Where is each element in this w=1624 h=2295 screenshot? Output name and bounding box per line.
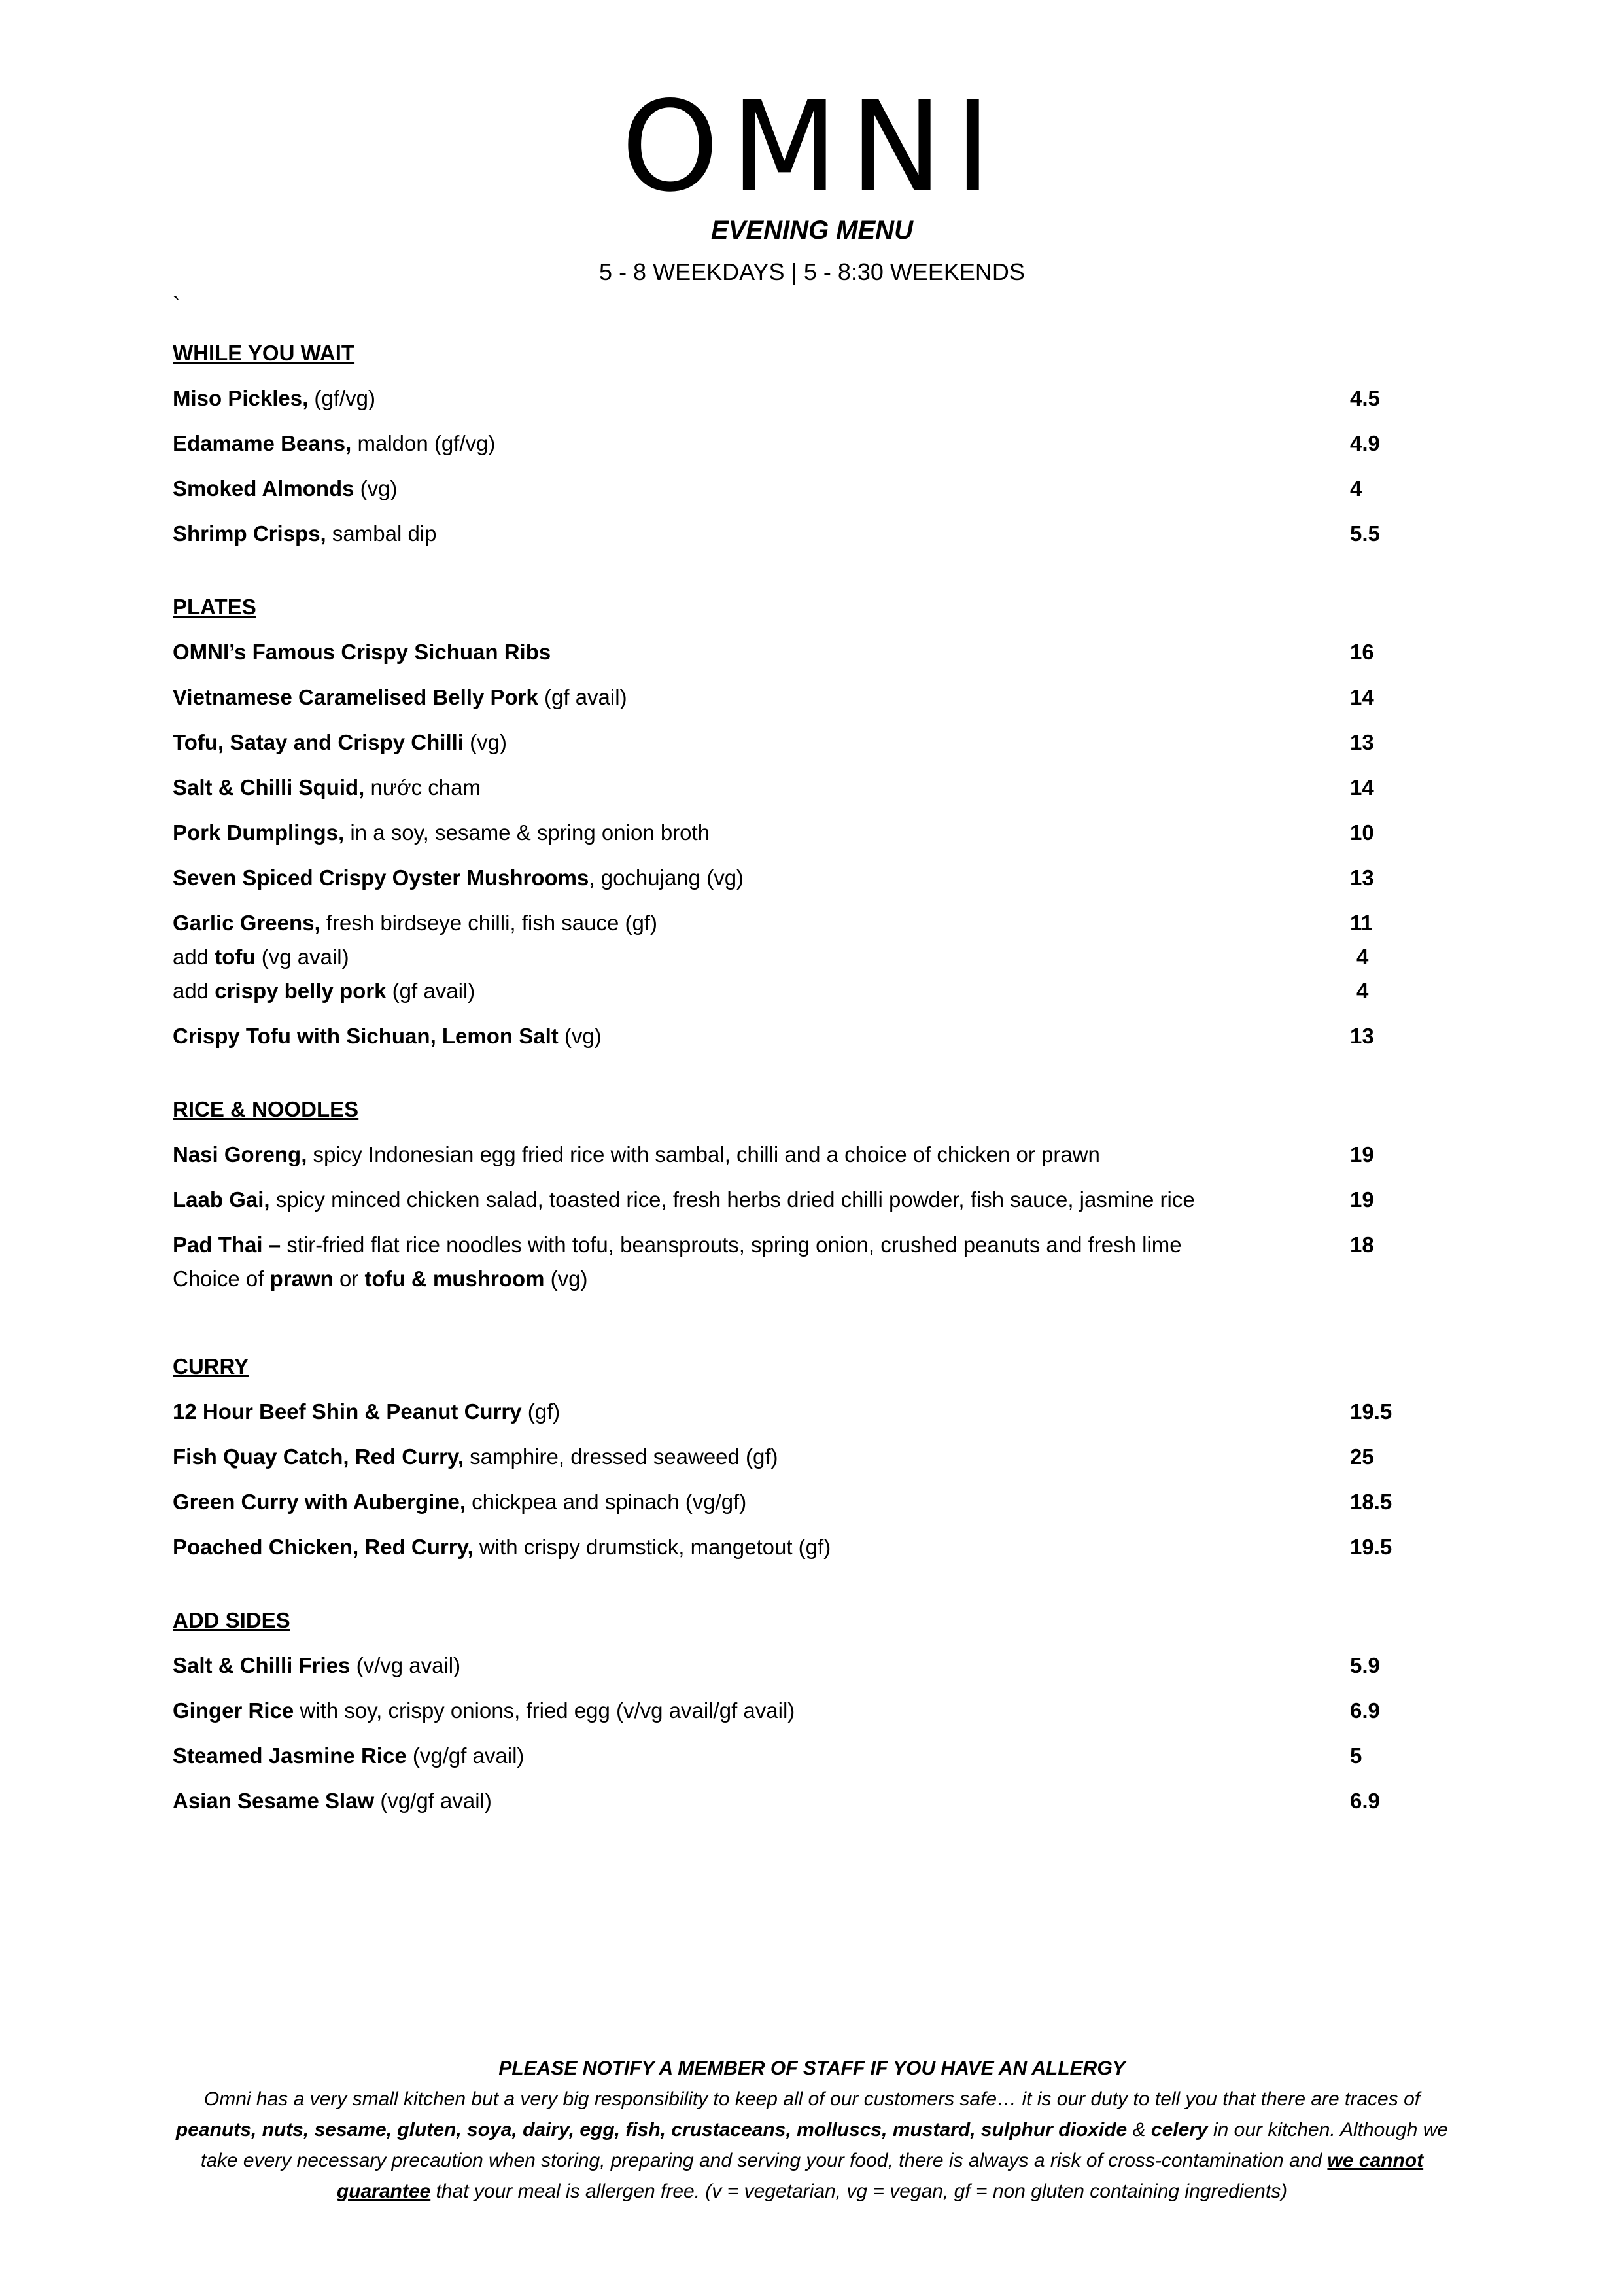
item-name: Tofu, Satay and Crispy Chilli <box>173 730 464 754</box>
allergy-emphasis: we cannot guarantee <box>336 2150 1424 2202</box>
addon-desc: (vg avail) <box>255 945 349 969</box>
section-plates <box>173 593 1415 1051</box>
item-name: Poached Chicken, Red Curry, <box>173 1535 474 1559</box>
item-name: Laab Gai, <box>173 1187 270 1212</box>
item-name: Salt & Chilli Fries <box>173 1653 351 1677</box>
item-price: 13 <box>1350 730 1374 754</box>
item-price: 13 <box>1350 866 1374 890</box>
addon-prefix: add <box>173 979 215 1003</box>
item-name: Edamame Beans, <box>173 431 352 455</box>
stray-mark: ` <box>173 293 181 318</box>
choice-option-prawn: prawn <box>269 1267 334 1291</box>
addon-name: tofu <box>215 945 256 969</box>
item-desc: (vg) <box>463 730 507 754</box>
item-name: Crispy Tofu with Sichuan, Lemon Salt <box>173 1024 559 1048</box>
menu-item <box>173 1742 1415 1770</box>
item-desc: (gf/vg) <box>308 386 375 410</box>
item-price: 19.5 <box>1350 1535 1392 1559</box>
item-price: 19 <box>1350 1142 1374 1166</box>
menu-item <box>173 384 1415 413</box>
addon-desc: (gf avail) <box>386 979 475 1003</box>
menu-item <box>173 429 1415 458</box>
item-price: 5.9 <box>1350 1653 1380 1677</box>
menu-item <box>173 1185 1415 1214</box>
item-price: 18.5 <box>1350 1490 1392 1514</box>
menu-item <box>173 683 1415 712</box>
menu-item <box>173 638 1415 667</box>
item-name: Steamed Jasmine Rice <box>173 1743 407 1768</box>
item-name: Nasi Goreng, <box>173 1142 307 1166</box>
addon-price: 4 <box>1356 979 1369 1003</box>
addon-price: 4 <box>1356 945 1369 969</box>
item-desc: with crispy drumstick, mangetout (gf) <box>473 1535 831 1559</box>
choice-option-tofu: tofu & mushroom <box>364 1267 545 1291</box>
item-price: 4.5 <box>1350 386 1380 410</box>
item-price: 11 <box>1350 911 1373 935</box>
allergy-text-part: Omni has a very small kitchen but a very big responsibility to keep all of our customers safe… it is our duty to tell you that there are traces of <box>203 2088 1421 2110</box>
item-name: Shrimp Crisps, <box>173 521 326 546</box>
item-desc: (vg) <box>558 1024 602 1048</box>
addon-name: crispy belly pork <box>215 979 387 1003</box>
item-price: 6.9 <box>1350 1789 1380 1813</box>
item-price: 4 <box>1350 476 1362 500</box>
menu-item <box>173 1022 1415 1051</box>
section-heading: ADD SIDES <box>173 1608 290 1632</box>
item-name: Salt & Chilli Squid, <box>173 775 365 799</box>
item-name: 12 Hour Beef Shin & Peanut Curry <box>173 1399 522 1424</box>
menu-item <box>173 1787 1415 1815</box>
item-price: 5 <box>1350 1743 1362 1768</box>
omni-logo: OMNI <box>621 75 1003 219</box>
menu-item <box>173 773 1415 802</box>
item-price: 16 <box>1350 640 1374 664</box>
item-desc: (gf avail) <box>538 685 627 709</box>
menu-item <box>173 818 1415 847</box>
item-desc: (vg/gf avail) <box>406 1743 525 1768</box>
allergen-list: peanuts, nuts, sesame, gluten, soya, dairy, egg, fish, crustaceans, molluscs, mustard, sulphur dioxide <box>175 2119 1128 2141</box>
menu-item <box>173 1231 1415 1259</box>
item-name: Green Curry with Aubergine, <box>173 1490 466 1514</box>
item-name: Vietnamese Caramelised Belly Pork <box>173 685 538 709</box>
menu-item <box>173 474 1415 503</box>
menu-item <box>173 1488 1415 1516</box>
item-price: 13 <box>1350 1024 1374 1048</box>
addon-item <box>173 977 1415 1006</box>
section-heading: CURRY <box>173 1354 249 1378</box>
item-desc: samphire, dressed seaweed (gf) <box>463 1445 778 1469</box>
allergy-text-part: that your meal is allergen free. (v = vegetarian, vg = vegan, gf = non gluten containing ingredients) <box>430 2181 1288 2202</box>
section-sides <box>173 1606 1415 1815</box>
menu-title: EVENING MENU <box>711 216 913 245</box>
item-name: Garlic Greens, <box>173 911 320 935</box>
item-name: Ginger Rice <box>173 1698 294 1723</box>
allergy-heading: PLEASE NOTIFY A MEMBER OF STAFF IF YOU HAVE AN ALLERGY <box>498 2058 1126 2079</box>
item-name: Pork Dumplings, <box>173 820 345 845</box>
item-price: 19.5 <box>1350 1399 1392 1424</box>
item-desc: sambal dip <box>326 521 437 546</box>
item-price: 4.9 <box>1350 431 1380 455</box>
item-desc: stir-fried flat rice noodles with tofu, beansprouts, spring onion, crushed peanuts and fresh lime <box>281 1233 1182 1257</box>
menu-item <box>173 909 1415 937</box>
item-price: 10 <box>1350 820 1374 845</box>
allergy-notice <box>164 2053 1460 2207</box>
menu-item <box>173 1696 1415 1725</box>
item-desc: (gf) <box>521 1399 561 1424</box>
item-desc: (vg) <box>354 476 398 500</box>
opening-hours: 5 - 8 WEEKDAYS | 5 - 8:30 WEEKENDS <box>599 258 1025 285</box>
item-desc: maldon (gf/vg) <box>351 431 496 455</box>
item-desc: (vg/gf avail) <box>374 1789 492 1813</box>
item-desc: chickpea and spinach (vg/gf) <box>466 1490 747 1514</box>
addon-item <box>173 943 1415 972</box>
choice-or: or <box>333 1267 365 1291</box>
item-price: 19 <box>1350 1187 1374 1212</box>
item-desc: nước cham <box>364 775 481 799</box>
choice-suffix: (vg) <box>544 1267 588 1291</box>
item-desc: , gochujang (vg) <box>589 866 744 890</box>
menu-item <box>173 1140 1415 1169</box>
allergy-text-part: & <box>1127 2119 1151 2141</box>
section-curry <box>173 1352 1415 1562</box>
addon-prefix: add <box>173 945 215 969</box>
item-name: Asian Sesame Slaw <box>173 1789 375 1813</box>
item-price: 14 <box>1350 685 1374 709</box>
section-heading: WHILE YOU WAIT <box>173 341 355 365</box>
choice-prefix: Choice of <box>173 1267 270 1291</box>
section-heading: PLATES <box>173 595 256 619</box>
menu-item <box>173 864 1415 892</box>
item-price: 14 <box>1350 775 1374 799</box>
item-price: 18 <box>1350 1233 1374 1257</box>
menu-item <box>173 1533 1415 1562</box>
menu-item <box>173 728 1415 757</box>
item-name: Seven Spiced Crispy Oyster Mushrooms <box>173 866 589 890</box>
item-price: 6.9 <box>1350 1698 1380 1723</box>
section-heading: RICE & NOODLES <box>173 1097 359 1121</box>
item-desc: spicy minced chicken salad, toasted rice, fresh herbs dried chilli powder, fish sauce, jasmine rice <box>269 1187 1195 1212</box>
allergen-celery: celery <box>1150 2119 1208 2141</box>
allergy-text-part: in our kitchen. Although we take every necessary precaution when storing, preparing and serving your food, there is always a risk of cross-contamination and <box>200 2119 1449 2171</box>
allergy-text <box>164 2084 1460 2207</box>
menu-content <box>173 339 1415 1860</box>
menu-item <box>173 1443 1415 1471</box>
item-name: Fish Quay Catch, Red Curry, <box>173 1445 464 1469</box>
item-name: OMNI’s Famous Crispy Sichuan Ribs <box>173 640 551 664</box>
menu-item <box>173 1397 1415 1426</box>
item-price: 25 <box>1350 1445 1374 1469</box>
menu-item <box>173 519 1415 548</box>
item-desc: fresh birdseye chilli, fish sauce (gf) <box>320 911 657 935</box>
item-name: Pad Thai – <box>173 1233 281 1257</box>
item-name: Miso Pickles, <box>173 386 309 410</box>
item-desc: in a soy, sesame & spring onion broth <box>344 820 710 845</box>
menu-item <box>173 1651 1415 1680</box>
item-desc: (v/vg avail) <box>350 1653 461 1677</box>
item-desc: spicy Indonesian egg fried rice with sambal, chilli and a choice of chicken or prawn <box>307 1142 1100 1166</box>
item-price: 5.5 <box>1350 521 1380 546</box>
pad-thai-choice <box>173 1265 1415 1293</box>
section-rice-noodles <box>173 1095 1415 1293</box>
section-while-you-wait <box>173 339 1415 548</box>
item-desc: with soy, crispy onions, fried egg (v/vg avail/gf avail) <box>294 1698 795 1723</box>
item-name: Smoked Almonds <box>173 476 354 500</box>
